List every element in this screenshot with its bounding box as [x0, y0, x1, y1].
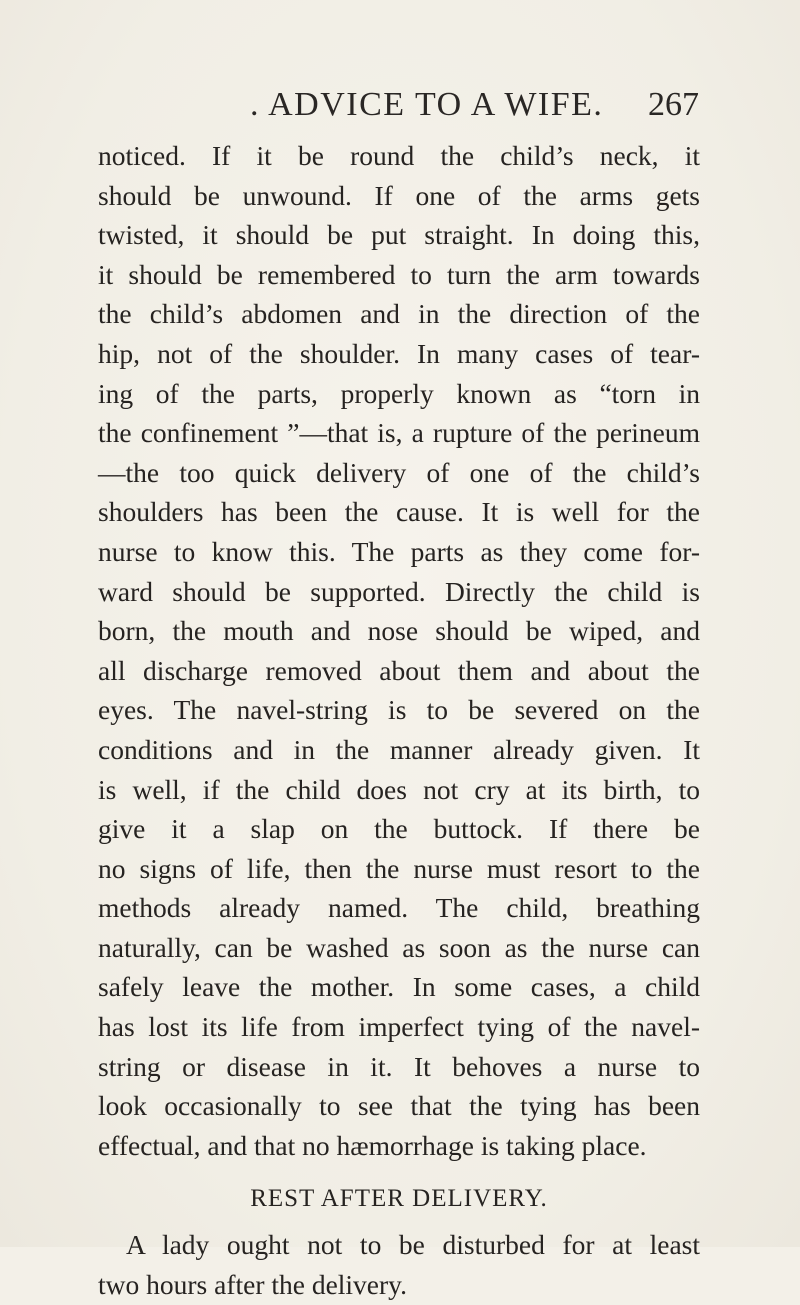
text-line: the confinement ”—that is, a rupture of the perineum — [98, 417, 700, 449]
text-line: effectual, and that no hæmorrhage is taking place. — [98, 1129, 647, 1161]
text-line: eyes. The navel-string is to be severed on the — [98, 694, 700, 726]
text-line: methods already named. The child, breathing — [98, 892, 700, 924]
section-heading: REST AFTER DELIVERY. — [250, 1185, 548, 1213]
text-line: noticed. If it be round the child’s neck, it — [98, 140, 700, 171]
running-title: . ADVICE TO A WIFE. — [250, 86, 604, 123]
text-line: string or disease in it. It behoves a nurse to — [98, 1050, 700, 1082]
text-line: has lost its life from imperfect tying of the navel- — [98, 1011, 700, 1043]
section-text-line: A lady ought not to be disturbed for at least — [126, 1229, 700, 1261]
text-line: conditions and in the manner already given. It — [98, 733, 700, 765]
text-line: no signs of life, then the nurse must resort to the — [98, 852, 700, 884]
text-line: ing of the parts, properly known as “torn in — [98, 377, 700, 409]
text-line: the child’s abdomen and in the direction of the — [98, 298, 700, 330]
text-line: all discharge removed about them and about the — [98, 654, 700, 686]
text-line: twisted, it should be put straight. In doing this, — [98, 219, 700, 251]
text-line: —the too quick delivery of one of the child’s — [98, 456, 700, 488]
page-number: 267 — [648, 86, 699, 123]
text-line: safely leave the mother. In some cases, a child — [98, 971, 700, 1003]
text-line: nurse to know this. The parts as they come for- — [98, 535, 700, 567]
text-line: naturally, can be washed as soon as the nurse can — [98, 931, 700, 963]
text-line: born, the mouth and nose should be wiped, and — [98, 615, 700, 647]
text-line: it should be remembered to turn the arm towards — [98, 258, 700, 290]
text-line: look occasionally to see that the tying has been — [98, 1090, 700, 1122]
section-text-line: two hours after the delivery. — [98, 1269, 408, 1301]
text-line: is well, if the child does not cry at its birth, to — [98, 773, 700, 805]
text-line: shoulders has been the cause. It is well for the — [98, 496, 700, 528]
text-line: give it a slap on the buttock. If there be — [98, 813, 700, 845]
text-line: should be unwound. If one of the arms gets — [98, 179, 700, 211]
body-text — [98, 136, 700, 1305]
text-line: ward should be supported. Directly the child is — [98, 575, 700, 607]
running-head — [0, 86, 800, 136]
text-line: hip, not of the shoulder. In many cases of tear- — [98, 337, 700, 369]
